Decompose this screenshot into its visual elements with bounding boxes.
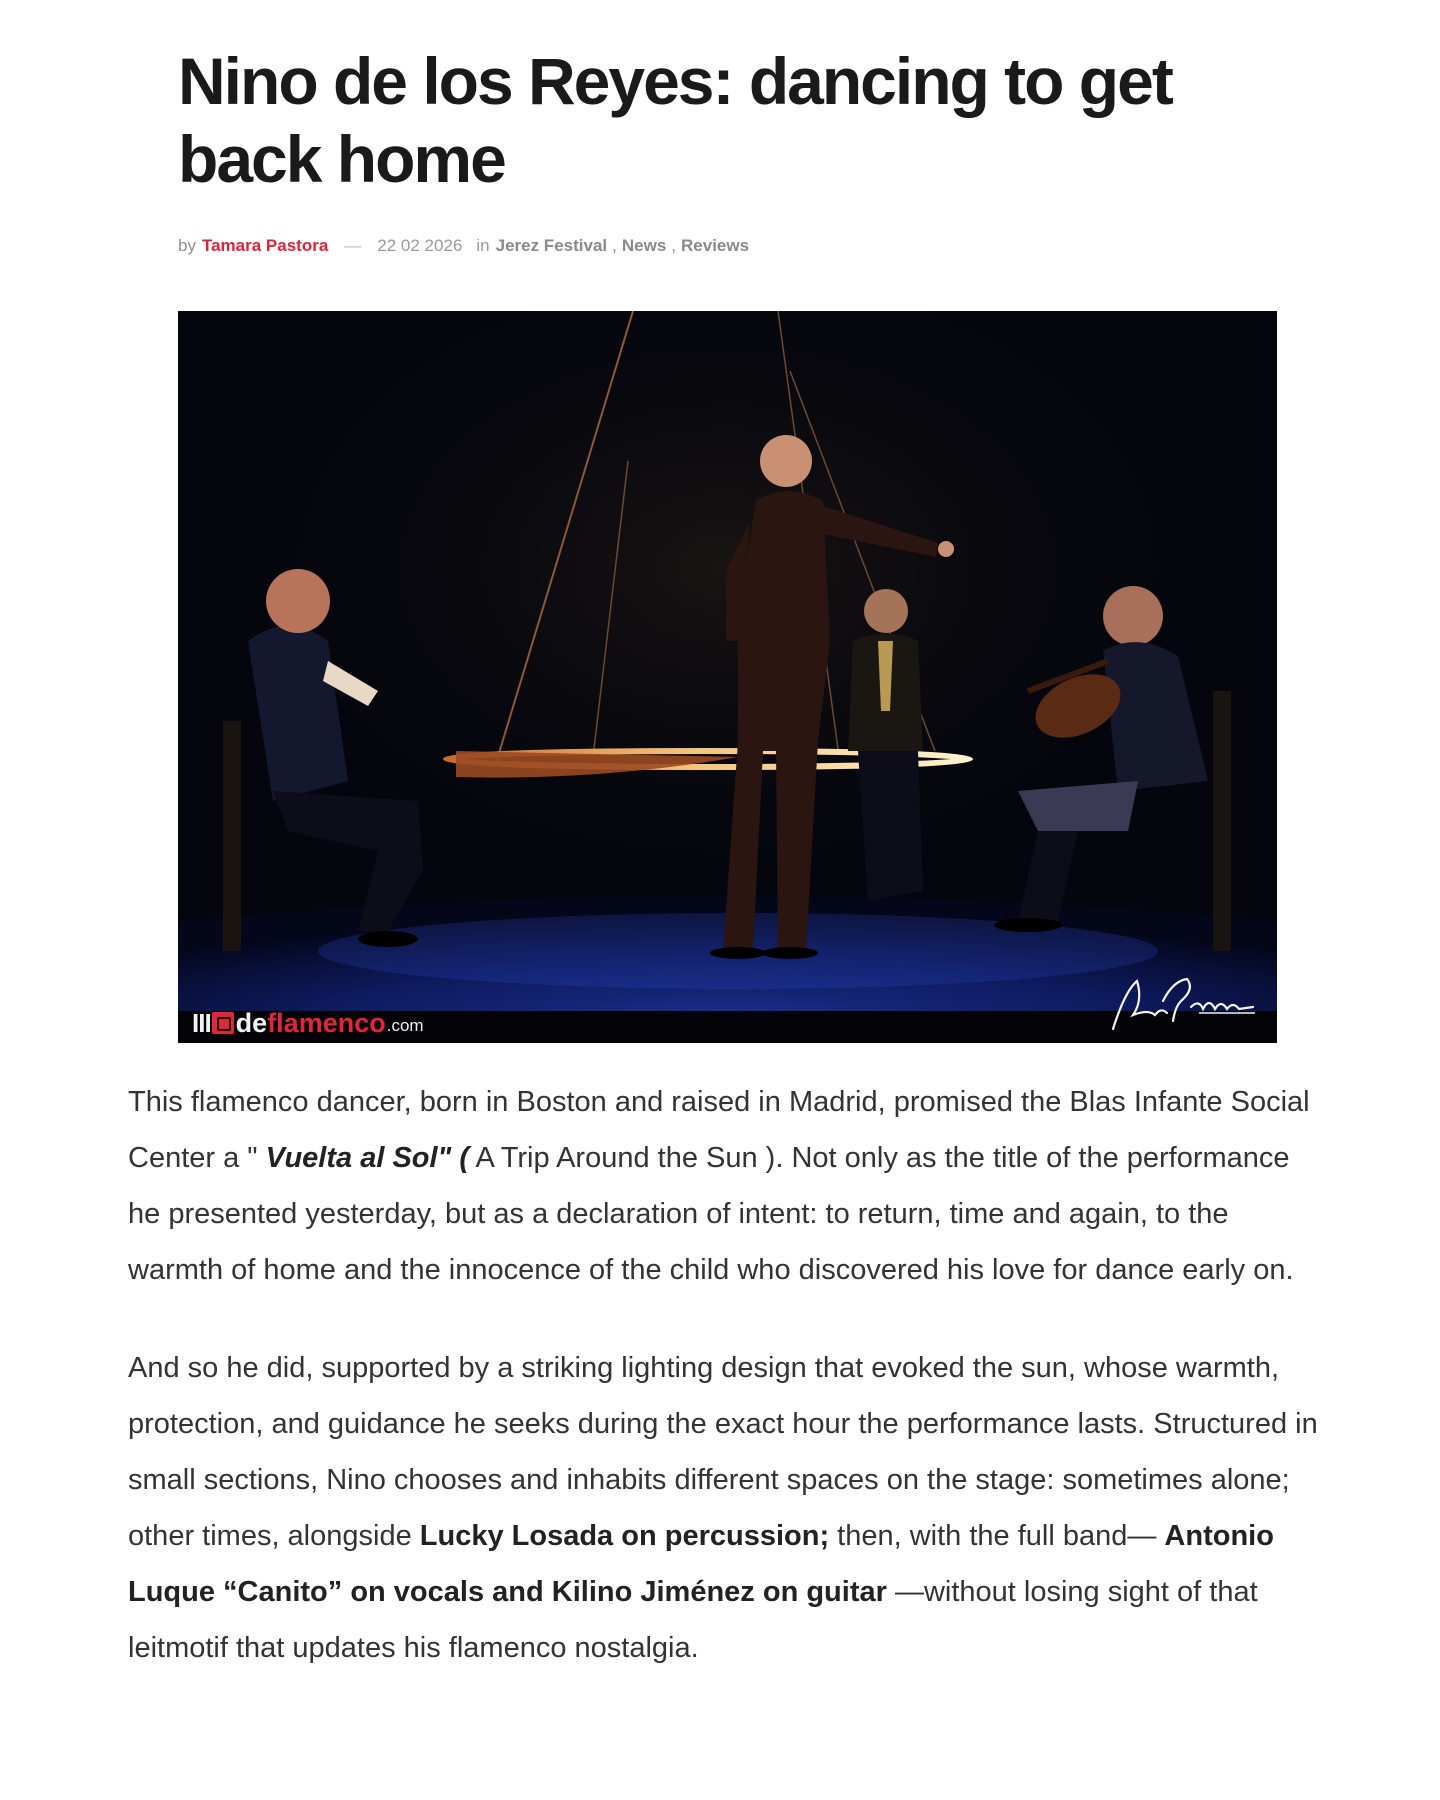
band-credit: Antonio Luque “Canito” on vocals and Kilino Jiménez on guitar xyxy=(128,1520,1274,1608)
paragraph-2-text-a: And so he did, supported by a striking lighting design that evoked the sun, whose warmth, protection, and guidance he seeks during the exact hour the performance lasts. Structured in small sections, Nino chooses and inhabits different spaces on the stage: sometimes alone; other times, alongside xyxy=(128,1352,1318,1552)
author-link[interactable]: Tamara Pastora xyxy=(201,236,329,255)
signature-icon xyxy=(1103,971,1263,1035)
category-separator: , xyxy=(612,236,617,255)
category-link-news[interactable]: News xyxy=(621,236,667,255)
paragraph-1-text-b: A Trip Around the Sun ). Not only as the title of the performance he presented yesterday, but as a declaration of intent: to return, time and again, to the warmth of home and the innocence of the child who discovered his love for dance early on. xyxy=(128,1142,1294,1286)
article-title: Nino de los Reyes: dancing to get back home xyxy=(178,44,1172,196)
watermark-bars: III xyxy=(192,1008,211,1038)
stage-photo xyxy=(178,311,1277,1043)
category-link-reviews[interactable]: Reviews xyxy=(681,236,750,255)
deflamenco-logo-icon xyxy=(212,1012,234,1034)
photographer-signature xyxy=(1103,971,1263,1035)
publish-date: 22 02 2026 xyxy=(377,236,463,255)
byline-prefix: by xyxy=(178,236,196,255)
hero-image xyxy=(178,311,1277,1043)
watermark-tld: .com xyxy=(386,1016,424,1035)
paragraph-1-text-a: This flamenco dancer, born in Boston and raised in Madrid, promised the Blas Infante Social Center a " xyxy=(128,1086,1310,1174)
paragraph-1 xyxy=(128,1074,1328,1298)
category-link-jerez-festival[interactable]: Jerez Festival xyxy=(495,236,608,255)
meta-dash: — xyxy=(344,236,362,255)
watermark-flamenco: flamenco xyxy=(267,1008,386,1038)
paragraph-2 xyxy=(128,1340,1328,1676)
article-meta xyxy=(178,236,749,256)
paragraph-2-text-b: then, with the full band— xyxy=(829,1520,1165,1552)
category-prefix: in xyxy=(476,236,490,255)
deflamenco-watermark xyxy=(192,1009,424,1037)
percussion-credit: Lucky Losada on percussion; xyxy=(419,1520,830,1552)
category-separator: , xyxy=(671,236,677,255)
paragraph-2-text-c: —without losing sight of that leitmotif that updates his flamenco nostalgia. xyxy=(128,1576,1258,1664)
article-body xyxy=(128,1074,1328,1718)
watermark-de: de xyxy=(235,1008,268,1038)
performance-title-italic: Vuelta al Sol" ( xyxy=(265,1142,470,1174)
